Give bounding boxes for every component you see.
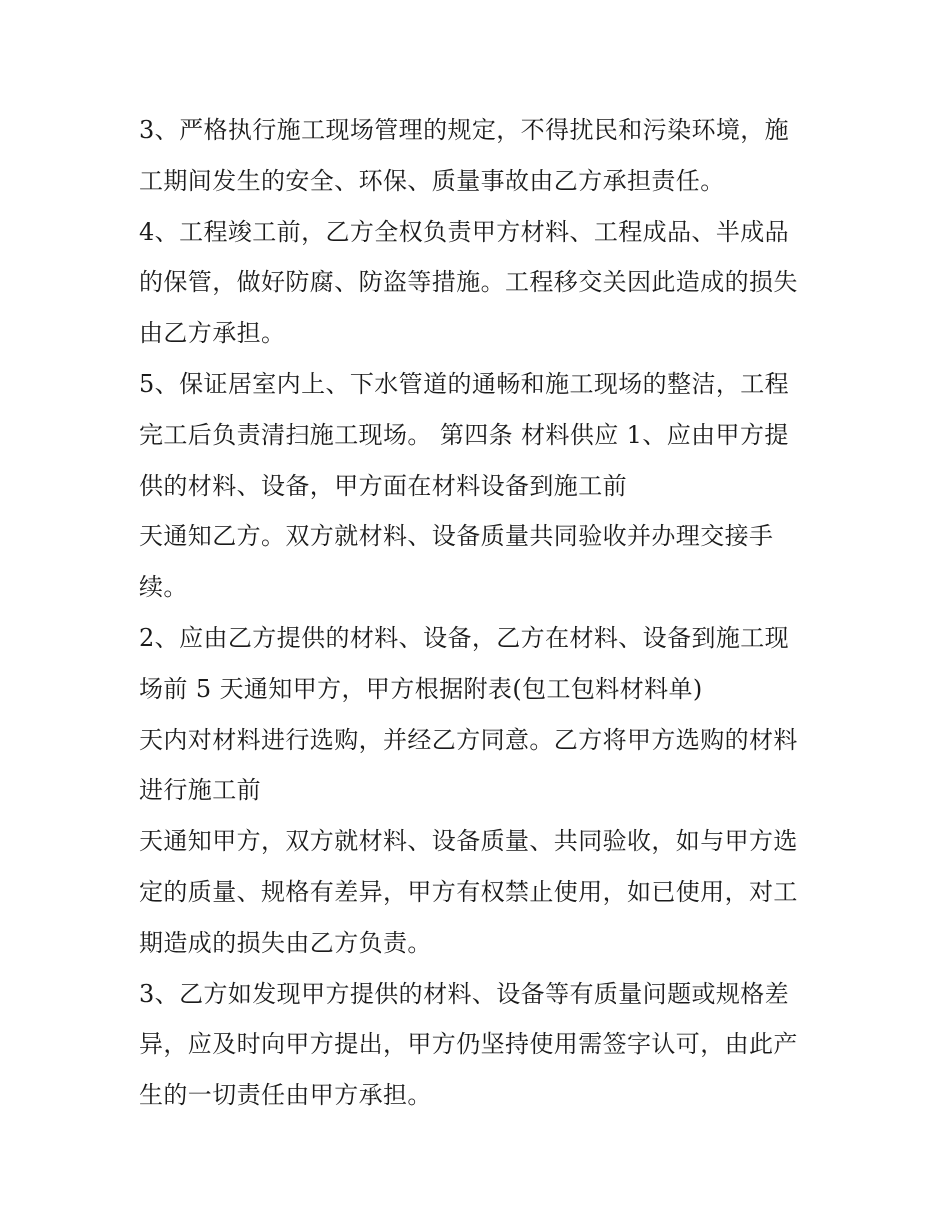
text-line: 由乙方承担。 <box>139 319 286 348</box>
text-line: 天通知乙方。双方就材料、设备质量共同验收并办理交接手 <box>139 522 774 551</box>
text-line: 天内对材料进行选购，并经乙方同意。乙方将甲方选购的材料 <box>139 725 798 754</box>
text-line: 进行施工前 <box>139 776 261 805</box>
text-line: 续。 <box>139 573 188 602</box>
text-line: 的保管，做好防腐、防盗等措施。工程移交关因此造成的损失 <box>139 268 798 297</box>
text-line: 定的质量、规格有差异，甲方有权禁止使用，如已使用，对工 <box>139 877 798 906</box>
text-line: 2、应由乙方提供的材料、设备，乙方在材料、设备到施工现 <box>139 623 790 652</box>
document-body <box>139 105 819 1121</box>
text-line: 期造成的损失由乙方负责。 <box>139 928 432 957</box>
text-line: 异，应及时向甲方提出，甲方仍坚持使用需签字认可，由此产 <box>139 1030 798 1059</box>
text-line: 天通知甲方，双方就材料、设备质量、共同验收，如与甲方选 <box>139 827 798 856</box>
text-line: 3、严格执行施工现场管理的规定，不得扰民和污染环境，施 <box>139 116 790 144</box>
text-line: 工期间发生的安全、环保、质量事故由乙方承担责任。 <box>139 166 725 195</box>
text-line: 供的材料、设备，甲方面在材料设备到施工前 <box>139 471 627 500</box>
text-line: 场前 5 天通知甲方，甲方根据附表(包工包料材料单) <box>139 674 703 703</box>
text-line: 4、工程竣工前，乙方全权负责甲方材料、工程成品、半成品 <box>139 217 790 246</box>
text-line: 5、保证居室内上、下水管道的通畅和施工现场的整洁，工程 <box>139 369 790 398</box>
text-line: 生的一切责任由甲方承担。 <box>139 1081 432 1110</box>
text-line: 完工后负责清扫施工现场。 第四条 材料供应 1、应由甲方提 <box>139 420 789 449</box>
text-line: 3、乙方如发现甲方提供的材料、设备等有质量问题或规格差 <box>139 979 790 1008</box>
